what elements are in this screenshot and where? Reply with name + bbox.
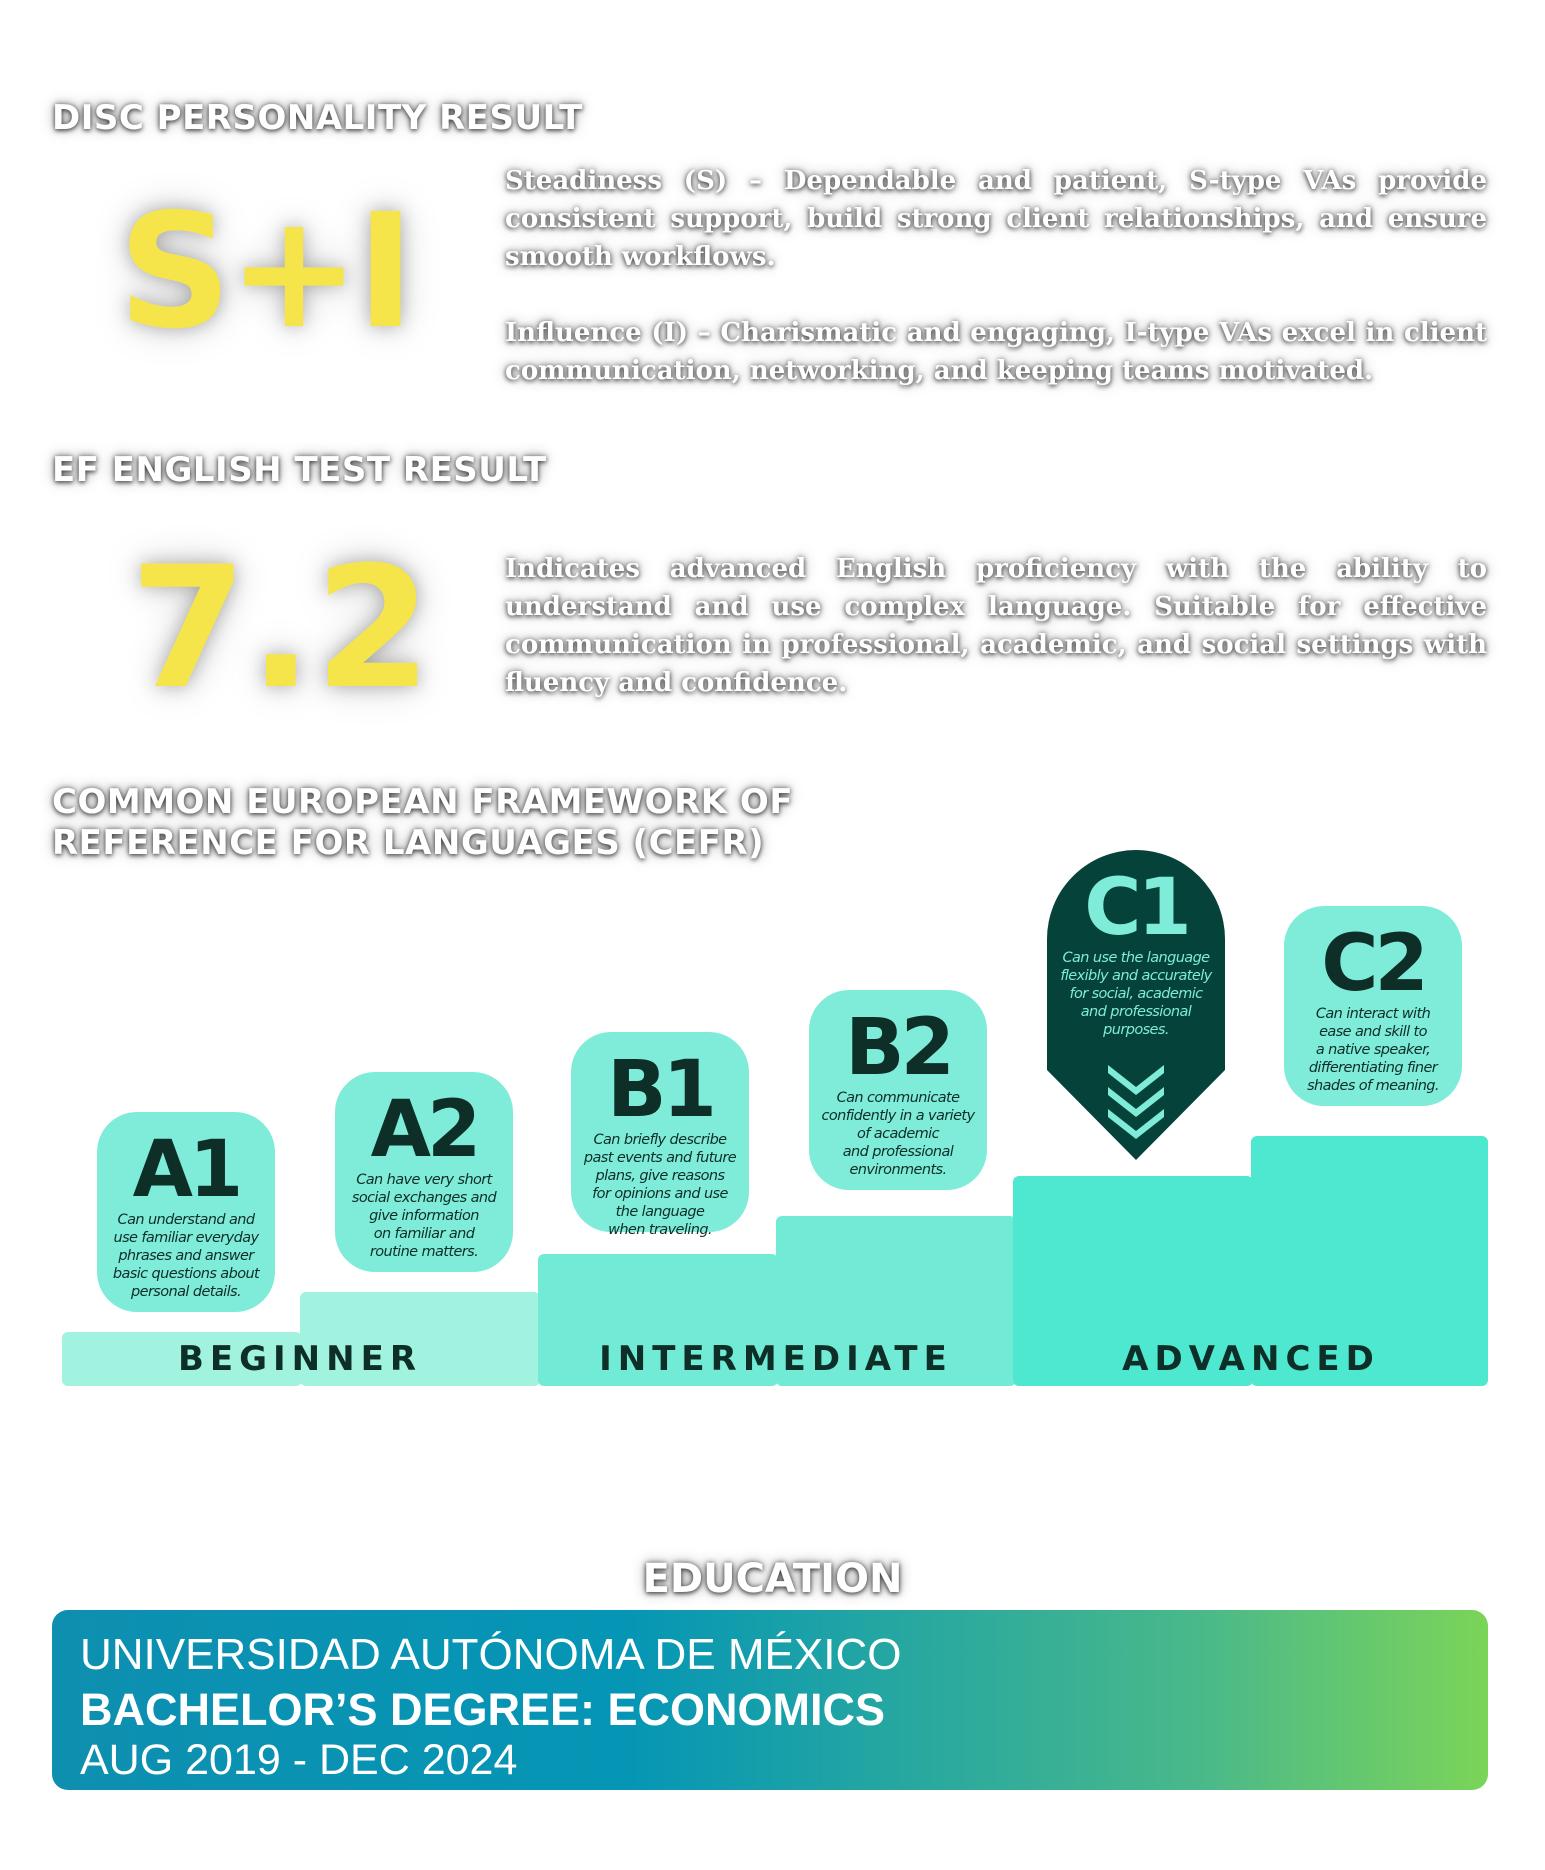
ef-score-value: 7.2: [130, 530, 434, 726]
level-description-line: and professional: [842, 1144, 954, 1160]
level-code-b2: B2: [845, 1003, 951, 1093]
level-description-line: plans, give reasons: [595, 1168, 725, 1184]
disc-description-steadiness: Steadiness (S) – Dependable and patient, S-type VAs provide consistent support, build strong client relationships, and ensure smooth workflows.: [505, 166, 1487, 272]
level-description-line: on familiar and: [373, 1226, 475, 1242]
university-name: UNIVERSIDAD AUTÓNOMA DE MÉXICO: [80, 1630, 902, 1679]
degree-name: BACHELOR’S DEGREE: ECONOMICS: [80, 1684, 886, 1735]
ef-title: EF ENGLISH TEST RESULT: [52, 450, 547, 490]
cefr-diagram: [0, 840, 1545, 1400]
level-code-a2: A2: [370, 1085, 478, 1175]
level-description-line: use familiar everyday: [113, 1230, 259, 1246]
level-description-line: of academic: [857, 1126, 939, 1142]
level-description-line: and professional: [1080, 1004, 1192, 1020]
level-description-line: Can briefly describe: [593, 1132, 727, 1148]
level-description-line: flexibly and accurately: [1060, 968, 1212, 984]
education-title: EDUCATION: [642, 1556, 903, 1602]
level-description-line: social exchanges and: [351, 1190, 497, 1206]
level-description-line: environments.: [849, 1162, 947, 1178]
level-description-line: confidently in a variety: [821, 1108, 975, 1124]
level-description-line: give information: [369, 1208, 479, 1224]
level-description-line: when traveling.: [608, 1222, 712, 1238]
level-description-line: ease and skill to: [1319, 1024, 1427, 1040]
level-description-line: the language: [615, 1204, 705, 1220]
level-description-line: purposes.: [1103, 1022, 1169, 1038]
cefr-title-line1: COMMON EUROPEAN FRAMEWORK OF: [52, 782, 794, 822]
stage-label-advanced: ADVANCED: [1122, 1339, 1380, 1379]
disc-title: DISC PERSONALITY RESULT: [52, 98, 583, 138]
stage-label-beginner: BEGINNER: [177, 1339, 423, 1379]
level-description-line: phrases and answer: [118, 1248, 254, 1264]
level-code-b1: B1: [607, 1045, 713, 1135]
level-code-c1: C1: [1084, 863, 1188, 953]
level-description-line: differentiating finer: [1308, 1060, 1438, 1076]
level-description-line: Can have very short: [356, 1172, 492, 1188]
level-description-line: Can communicate: [836, 1090, 960, 1106]
level-code-a1: A1: [132, 1125, 240, 1215]
education-dates: AUG 2019 - DEC 2024: [80, 1736, 518, 1784]
level-description-line: Can understand and: [117, 1212, 255, 1228]
level-description-line: Can interact with: [1315, 1006, 1431, 1022]
disc-result-value: S+I: [118, 180, 411, 364]
ef-description: Indicates advanced English proficiency with the ability to understand and use complex language. Suitable for effective communication in professional, academic, and social settings with fluency and confidence.: [505, 554, 1487, 698]
level-description-line: basic questions about: [112, 1266, 260, 1282]
level-description-line: a native speaker,: [1315, 1042, 1431, 1058]
cefr-title-line2: REFERENCE FOR LANGUAGES (CEFR): [52, 822, 765, 863]
disc-description: [505, 162, 1487, 390]
education-card: [52, 1610, 1488, 1790]
level-description-line: shades of meaning.: [1307, 1078, 1439, 1094]
level-description-line: for social, academic: [1069, 986, 1203, 1002]
level-description-line: for opinions and use: [592, 1186, 728, 1202]
level-description-line: routine matters.: [369, 1244, 479, 1260]
disc-description-influence: Influence (I) – Charismatic and engaging, I-type VAs excel in client communication, networking, and keeping teams motivated.: [505, 318, 1487, 386]
stage-label-intermediate: INTERMEDIATE: [599, 1339, 953, 1379]
level-description-line: Can use the language: [1062, 950, 1210, 966]
level-description-line: personal details.: [131, 1284, 241, 1300]
level-code-c2: C2: [1321, 919, 1425, 1009]
level-description-line: past events and future: [583, 1150, 737, 1166]
